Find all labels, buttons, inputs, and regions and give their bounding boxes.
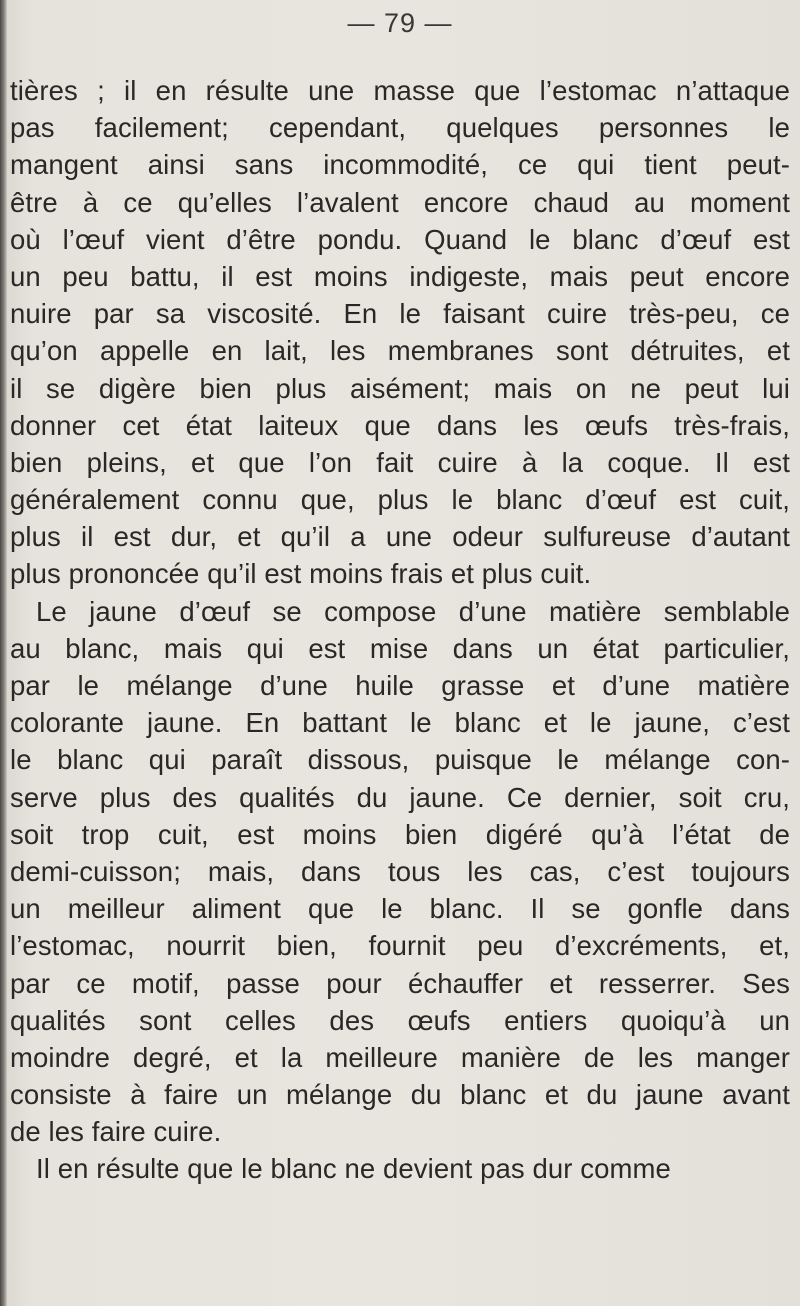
text-line: plus prononcée qu’il est moins frais et plus cuit. <box>10 558 592 590</box>
text-line: de les faire cuire. <box>10 1116 222 1148</box>
text-line: tières ; il en résulte une masse que l’estomac n’attaque <box>10 75 790 106</box>
text-line: donner cet état laiteux que dans les œufs très-frais, <box>10 409 790 441</box>
text-line: où l’œuf vient d’être pondu. Quand le blanc d’œuf est <box>10 223 790 255</box>
text-line: un peu battu, il est moins indigeste, mais peut encore <box>10 260 790 292</box>
text-line: au blanc, mais qui est mise dans un état particulier, <box>10 632 790 664</box>
text-line: soit trop cuit, est moins bien digéré qu’à l’état de <box>10 818 790 850</box>
text-line: moindre degré, et la meilleure manière de les manger <box>10 1041 790 1073</box>
text-line: généralement connu que, plus le blanc d’œuf est cuit, <box>10 484 790 516</box>
text-line: par le mélange d’une huile grasse et d’une matière <box>10 670 790 701</box>
text-line: nuire par sa viscosité. En le faisant cuire très-peu, ce <box>10 298 790 330</box>
text-line: être à ce qu’elles l’avalent encore chaud au moment <box>10 186 790 218</box>
text-line: consiste à faire un mélange du blanc et du jaune avant <box>10 1079 790 1111</box>
text-line: pas facilement; cependant, quelques personnes le <box>10 112 790 144</box>
text-line: le blanc qui paraît dissous, puisque le mélange con- <box>10 744 790 776</box>
text-line: mangent ainsi sans incommodité, ce qui tient peut- <box>10 149 790 181</box>
text-line: bien pleins, et que l’on fait cuire à la coque. Il est <box>10 446 790 478</box>
text-line: Il en résulte que le blanc ne devient pas dur comme <box>36 1153 671 1185</box>
text-line: demi-cuisson; mais, dans tous les cas, c’est toujours <box>10 855 790 887</box>
page-binding-edge <box>0 0 7 1306</box>
text-line: par ce motif, passe pour échauffer et resserrer. Ses <box>10 967 790 999</box>
body-text <box>10 72 790 1188</box>
page-number: — 79 — <box>347 8 453 38</box>
text-line: l’estomac, nourrit bien, fournit peu d’excréments, et, <box>10 930 790 962</box>
text-line: serve plus des qualités du jaune. Ce dernier, soit cru, <box>10 781 790 813</box>
text-line: il se digère bien plus aisément; mais on ne peut lui <box>10 372 790 404</box>
text-line: Le jaune d’œuf se compose d’une matière semblable <box>36 595 790 627</box>
text-line: colorante jaune. En battant le blanc et le jaune, c’est <box>10 707 790 739</box>
text-line: un meilleur aliment que le blanc. Il se gonfle dans <box>10 893 790 925</box>
text-line: qu’on appelle en lait, les membranes sont détruites, et <box>10 335 790 367</box>
text-line: plus il est dur, et qu’il a une odeur sulfureuse d’autant <box>10 521 790 553</box>
text-line: qualités sont celles des œufs entiers quoiqu’à un <box>10 1004 790 1036</box>
